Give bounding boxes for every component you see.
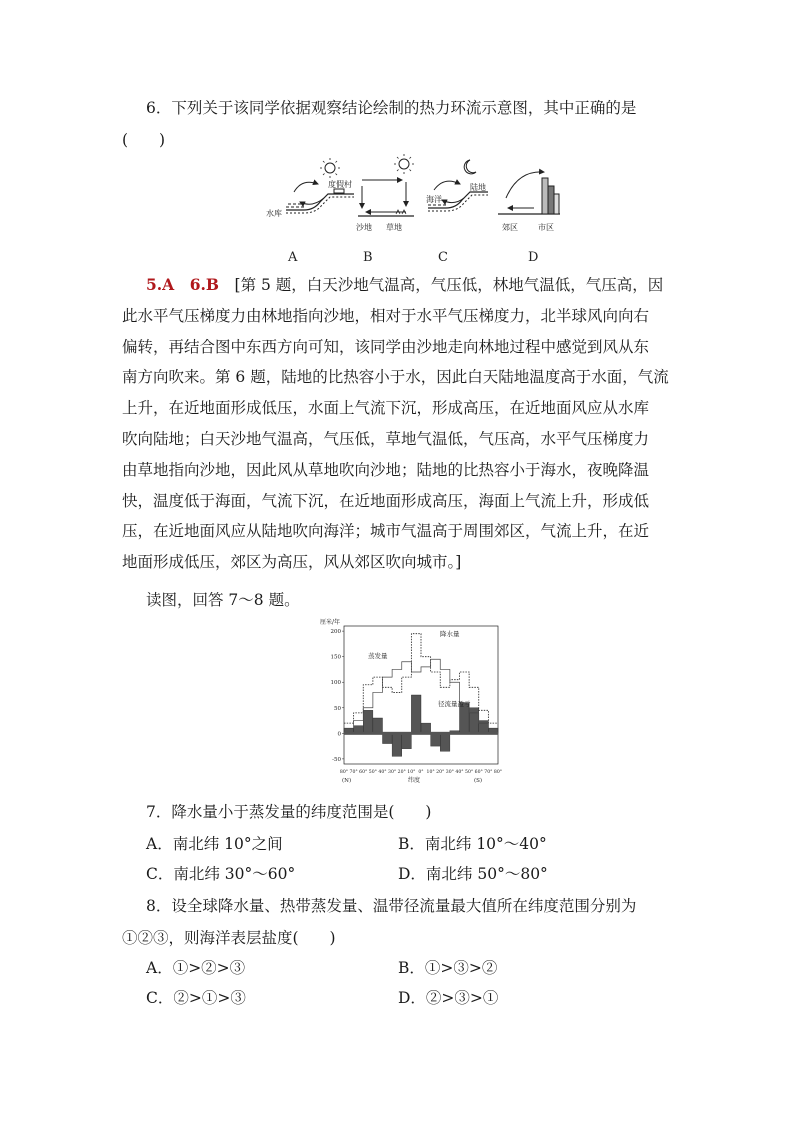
- x-tick-label: 60°: [474, 770, 483, 775]
- precip-evap-runoff-chart: [318, 614, 504, 788]
- x-tick-label: 40°: [455, 770, 464, 775]
- runoff-bar: [440, 733, 450, 751]
- explanation-line: 由草地指向沙地，因此风从草地吹向沙地；陆地的比热容小于海水，夜晚降温: [122, 460, 650, 479]
- x-tick-label: 10°: [407, 770, 416, 775]
- south-label: (S): [474, 778, 483, 784]
- runoff-bar: [363, 710, 373, 733]
- x-tick-label: 50°: [465, 770, 474, 775]
- option-letter-c: C: [438, 250, 448, 265]
- explanation-line: 吹向陆地；白天沙地气温高，气压低，草地气温低，气压高，水平气压梯度力: [122, 429, 650, 448]
- y-tick-label: 0: [337, 731, 341, 738]
- x-tick-label: 70°: [484, 770, 493, 775]
- explanation-line: 南方向吹来。第 6 题，陆地的比热容小于水，因此白天陆地温度高于水面，气流: [122, 368, 669, 387]
- q6-stem: 6．下列关于该同学依据观察结论绘制的热力环流示意图，其中正确的是: [146, 99, 637, 117]
- runoff-bar: [373, 718, 383, 733]
- label-reservoir: 水库: [266, 209, 282, 218]
- sun-icon: [325, 163, 335, 173]
- x-tick-label: 30°: [445, 770, 454, 775]
- x-tick-label: 40°: [378, 770, 387, 775]
- label-city: 市区: [538, 223, 554, 232]
- option-letter-d: D: [528, 250, 539, 265]
- diagram-d: [498, 172, 560, 214]
- q7-stem: 7．降水量小于蒸发量的纬度范围是( ): [146, 803, 432, 821]
- label-suburb: 郊区: [502, 223, 518, 232]
- explanation-line: 地面形成低压，郊区为高压，风从郊区吹向城市。]: [122, 553, 462, 572]
- read-prompt: 读图，回答 7～8 题。: [146, 591, 300, 609]
- label-resort: 度假村: [328, 180, 352, 189]
- legend-runoff: 径流量盈亏: [438, 700, 471, 708]
- y-tick-label: 100: [330, 680, 341, 687]
- runoff-bar: [392, 733, 402, 756]
- x-tick-label: 50°: [368, 770, 377, 775]
- option-letter-a: A: [288, 250, 298, 265]
- legend-evaporation: 蒸发量: [368, 652, 388, 660]
- y-tick-label: -50: [332, 756, 341, 763]
- sun-icon: [399, 159, 409, 169]
- q7-option-c[interactable]: C．南北纬 30°～60°: [146, 865, 296, 883]
- runoff-bar: [431, 733, 441, 746]
- x-tick-label: 20°: [397, 770, 406, 775]
- label-land: 陆地: [470, 183, 486, 192]
- label-sand: 沙地: [356, 223, 372, 232]
- legend-precipitation: 降水量: [440, 630, 460, 638]
- explanation-line: 5.A 6.B [第 5 题，白天沙地气温高，气压低，林地气温低，气压高，因: [146, 275, 664, 294]
- q8-stem-line2: ①②③，则海洋表层盐度( ): [122, 929, 336, 947]
- q8-option-a[interactable]: A．①>②>③: [146, 959, 246, 977]
- x-tick-label: 60°: [359, 770, 368, 775]
- city-building: [554, 194, 559, 214]
- runoff-bar: [383, 733, 393, 743]
- city-building: [542, 178, 548, 214]
- runoff-bar: [402, 733, 412, 748]
- q8-option-b[interactable]: B．①>③>②: [398, 959, 498, 977]
- runoff-bar: [411, 695, 421, 733]
- x-tick-label: 0°: [418, 770, 424, 775]
- runoff-bar: [421, 723, 431, 733]
- explanation-line: 偏转，再结合图中东西方向可知，该同学由沙地走向林地过程中感觉到风从东: [122, 337, 650, 356]
- diagram-b: [358, 154, 414, 216]
- label-grass: 草地: [386, 223, 402, 232]
- city-building: [548, 186, 554, 214]
- x-tick-label: 30°: [388, 770, 397, 775]
- runoff-bar: [479, 721, 489, 734]
- x-tick-label: 80°: [339, 770, 349, 775]
- explanation-line: 快，温度低于海面，气流下沉，在近地面形成高压，海面上气流上升，形成低: [122, 491, 650, 510]
- explanation-line: 上升，在近地面形成低压，水面上气流下沉，形成高压，在近地面风应从水库: [122, 399, 650, 418]
- q7-option-a[interactable]: A．南北纬 10°之间: [146, 835, 283, 853]
- y-tick-label: 50: [334, 705, 341, 712]
- thermal-circulation-figure: [262, 150, 562, 268]
- q7-option-d[interactable]: D．南北纬 50°～80°: [398, 865, 548, 883]
- north-label: (N): [342, 778, 352, 784]
- answer-explanation-5-6: [122, 270, 674, 578]
- x-axis-label: 纬度: [408, 777, 421, 784]
- answer-key: 5.A 6.B: [146, 275, 219, 294]
- q7-option-b[interactable]: B．南北纬 10°～40°: [398, 835, 547, 853]
- option-letter-b: B: [363, 250, 373, 265]
- explanation-line: 此水平气压梯度力由林地指向沙地，相对于水平气压梯度力，北半球风向向右: [122, 306, 650, 325]
- q6-answer-paren: ( ): [122, 131, 166, 149]
- x-tick-label: 80°: [493, 770, 503, 775]
- y-tick-label: 150: [330, 654, 341, 661]
- y-axis-label: 厘米/年: [320, 619, 341, 626]
- label-ocean: 海洋: [426, 195, 442, 204]
- moon-icon: [464, 160, 476, 174]
- q8-option-c[interactable]: C．②>①>③: [146, 989, 246, 1007]
- runoff-bar: [469, 708, 479, 734]
- x-tick-label: 10°: [426, 770, 435, 775]
- x-tick-label: 20°: [436, 770, 445, 775]
- q8-stem-line1: 8．设全球降水量、热带蒸发量、温带径流量最大值所在纬度范围分别为: [146, 897, 637, 915]
- x-tick-label: 70°: [349, 770, 358, 775]
- explanation-line: 压，在近地面风应从陆地吹向海洋；城市气温高于周围郊区，气流上升，在近: [122, 522, 650, 541]
- zero-baseline: [344, 732, 498, 735]
- q8-option-d[interactable]: D．②>③>①: [398, 989, 499, 1007]
- y-tick-label: 200: [330, 629, 341, 636]
